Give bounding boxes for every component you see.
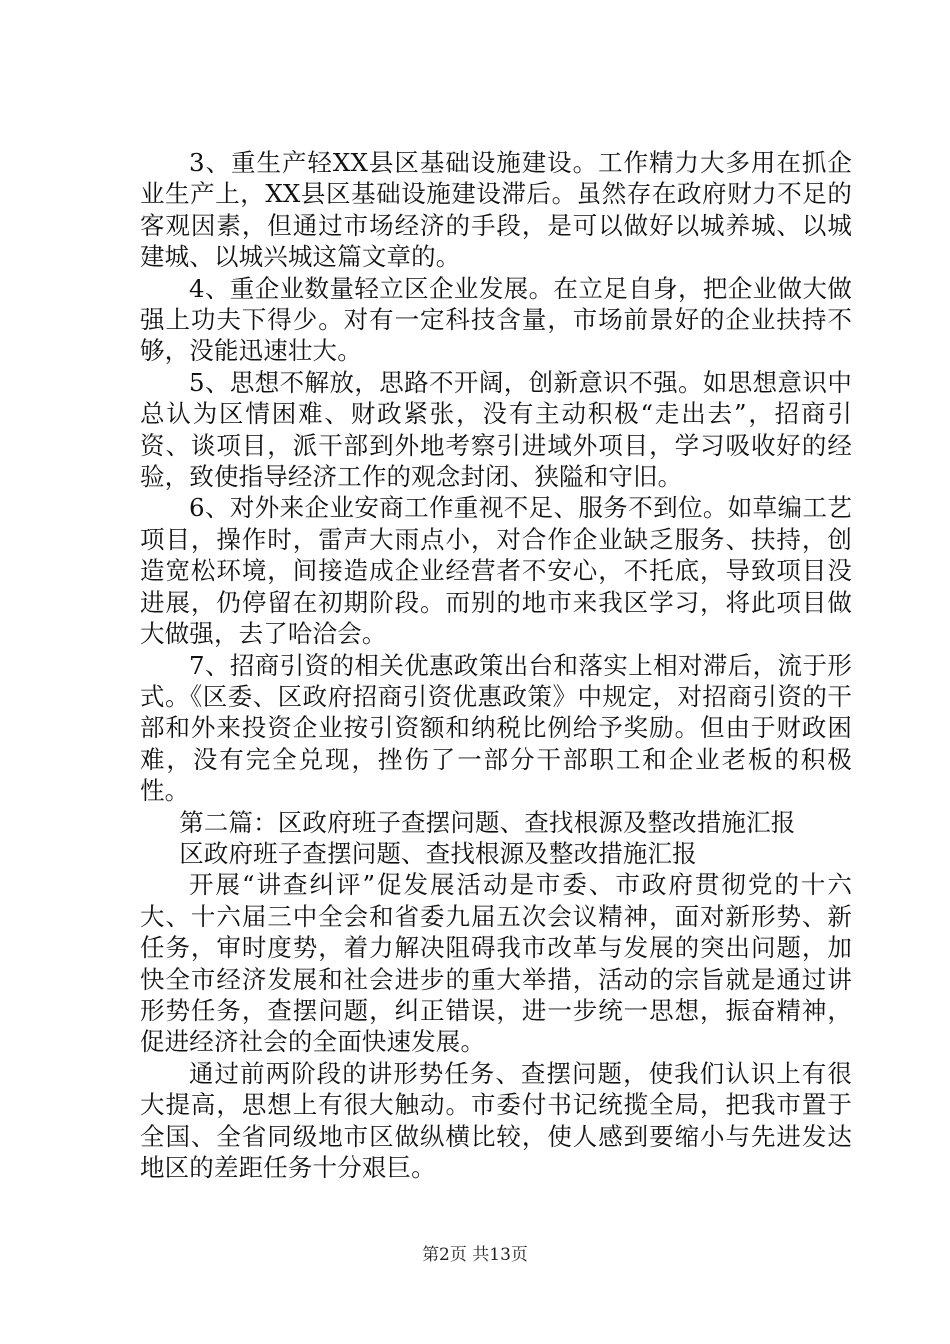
section-paragraph-2: 通过前两阶段的讲形势任务、查摆问题，使我们认识上有很大提高，思想上有很大触动。市委付书记统揽全局，把我市置于全国、全省同级地市区做纵横比较，使人感到要缩小与先进发达地区的差距任务十分艰巨。: [140, 1058, 852, 1182]
document-body: [140, 147, 852, 1183]
paragraph-item-6: 6、对外来企业安商工作重视不足、服务不到位。如草编工艺项目，操作时，雷声大雨点小，对合作企业缺乏服务、扶持，创造宽松环境，间接造成企业经营者不安心，不托底，导致项目没进展，仍停留在初期阶段。而别的地市来我区学习，将此项目做大做强，去了哈洽会。: [140, 493, 852, 649]
section-heading: 第二篇：区政府班子查摆问题、查找根源及整改措施汇报: [179, 807, 796, 837]
paragraph-item-7: 7、招商引资的相关优惠政策出台和落实上相对滞后，流于形式。《区委、区政府招商引资优惠政策》中规定，对招商引资的干部和外来投资企业按引资额和纳税比例给予奖励。但由于财政困难，没有完全兑现，挫伤了一部分干部职工和企业老板的积极性。: [140, 650, 852, 806]
paragraph-item-5: 5、思想不解放，思路不开阔，创新意识不强。如思想意识中总认为区情困难、财政紧张，没有主动积极“走出去”，招商引资、谈项目，派干部到外地考察引进域外项目，学习吸收好的经验，致使指导经济工作的观念封闭、狭隘和守旧。: [140, 367, 852, 492]
paragraph-item-4: 4、重企业数量轻立区企业发展。在立足自身，把企业做大做强上功夫下得少。对有一定科技含量，市场前景好的企业扶持不够，没能迅速壮大。: [140, 273, 852, 366]
page-number-footer: 第2页 共13页: [422, 1245, 528, 1265]
paragraph-item-3: 3、重生产轻XX县区基础设施建设。工作精力大多用在抓企业生产上，XX县区基础设施建设滞后。虽然存在政府财力不足的客观因素，但通过市场经济的手段，是可以做好以城养城、以城建城、以城兴城这篇文章的。: [140, 148, 852, 272]
section-paragraph-1: 开展“讲查纠评”促发展活动是市委、市政府贯彻党的十六大、十六届三中全会和省委九届五次会议精神，面对新形势、新任务，审时度势，着力解决阻碍我市改革与发展的突出问题，加快全市经济发展和社会进步的重大举措，活动的宗旨就是通过讲形势任务，查摆问题，纠正错误，进一步统一思想，振奋精神，促进经济社会的全面快速发展。: [140, 870, 852, 1057]
section-subtitle: 区政府班子查摆问题、查找根源及整改措施汇报: [179, 838, 697, 868]
